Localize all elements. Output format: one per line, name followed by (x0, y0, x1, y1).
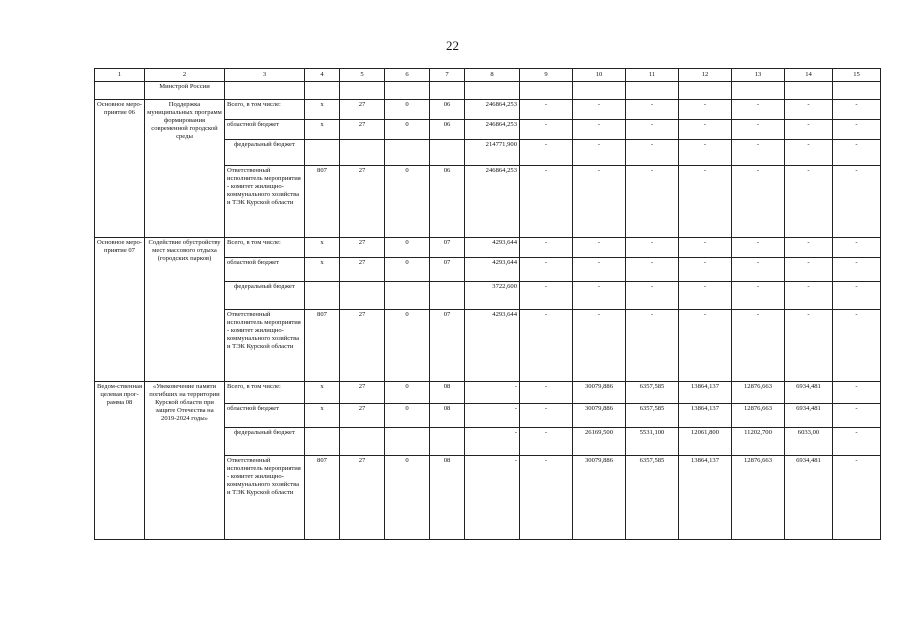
value-cell: - (573, 238, 626, 258)
value-cell: - (785, 282, 833, 310)
value-cell: 26169,500 (573, 428, 626, 456)
value-cell: - (626, 238, 679, 258)
value-cell: 6033,00 (785, 428, 833, 456)
funding-source-cell: областной бюджет (225, 120, 305, 140)
value-cell: - (465, 456, 520, 540)
value-cell: 13864,137 (679, 456, 732, 540)
value-cell: 27 (340, 456, 385, 540)
value-cell: 12061,800 (679, 428, 732, 456)
value-cell: 06 (430, 120, 465, 140)
value-cell: 0 (385, 120, 430, 140)
group-code-cell: Основное меро-приятие 07 (95, 238, 145, 382)
table-cell (465, 82, 520, 100)
funding-source-cell: Всего, в том числе: (225, 238, 305, 258)
value-cell: - (785, 100, 833, 120)
value-cell (305, 282, 340, 310)
table-cell (385, 82, 430, 100)
value-cell: - (833, 382, 881, 404)
column-number: 10 (573, 69, 626, 82)
table-cell (225, 82, 305, 100)
value-cell: 6934,481 (785, 456, 833, 540)
value-cell: 0 (385, 100, 430, 120)
value-cell (430, 282, 465, 310)
value-cell: - (520, 140, 573, 166)
value-cell: 807 (305, 456, 340, 540)
value-cell: - (679, 282, 732, 310)
value-cell: 30079,886 (573, 456, 626, 540)
table-cell (833, 82, 881, 100)
value-cell: 27 (340, 100, 385, 120)
value-cell: 6357,585 (626, 382, 679, 404)
value-cell: - (833, 166, 881, 238)
table-cell (520, 82, 573, 100)
value-cell: 6934,481 (785, 382, 833, 404)
value-cell (430, 140, 465, 166)
value-cell: 4293,644 (465, 258, 520, 282)
value-cell: - (573, 140, 626, 166)
value-cell: - (833, 404, 881, 428)
value-cell: - (732, 100, 785, 120)
value-cell: 6357,585 (626, 456, 679, 540)
value-cell (340, 282, 385, 310)
value-cell: 07 (430, 238, 465, 258)
value-cell: 08 (430, 404, 465, 428)
value-cell: - (573, 282, 626, 310)
value-cell: - (679, 120, 732, 140)
value-cell: 4293,644 (465, 238, 520, 258)
value-cell: - (520, 100, 573, 120)
value-cell: х (305, 404, 340, 428)
value-cell: 807 (305, 310, 340, 382)
column-number: 3 (225, 69, 305, 82)
value-cell: 30079,886 (573, 404, 626, 428)
table-cell (785, 82, 833, 100)
funding-source-cell: федеральный бюджет (225, 428, 305, 456)
value-cell: - (833, 456, 881, 540)
table-cell (95, 82, 145, 100)
value-cell: 06 (430, 100, 465, 120)
funding-source-cell: областной бюджет (225, 258, 305, 282)
value-cell (385, 428, 430, 456)
value-cell: - (732, 120, 785, 140)
value-cell: 12876,663 (732, 382, 785, 404)
value-cell (340, 140, 385, 166)
value-cell: - (626, 120, 679, 140)
table-row (95, 100, 881, 120)
value-cell: 0 (385, 404, 430, 428)
value-cell: 30079,886 (573, 382, 626, 404)
value-cell: - (626, 100, 679, 120)
group-name-cell: Поддержка муниципальных программ формирования современной городской среды (145, 100, 225, 238)
value-cell: - (520, 166, 573, 238)
value-cell: 0 (385, 258, 430, 282)
value-cell: 13864,137 (679, 382, 732, 404)
funding-source-cell: федеральный бюджет (225, 140, 305, 166)
value-cell: - (833, 100, 881, 120)
value-cell: 246864,253 (465, 100, 520, 120)
funding-source-cell: Ответственный исполнитель мероприятия - комитет жилищно-коммунального хозяйства и ТЭК Курской области (225, 166, 305, 238)
value-cell: 06 (430, 166, 465, 238)
table-cell (573, 82, 626, 100)
value-cell: 4293,644 (465, 310, 520, 382)
value-cell: - (520, 310, 573, 382)
value-cell: 27 (340, 310, 385, 382)
value-cell: - (833, 238, 881, 258)
column-number: 6 (385, 69, 430, 82)
value-cell: - (833, 258, 881, 282)
value-cell: 6934,481 (785, 404, 833, 428)
value-cell: - (520, 428, 573, 456)
value-cell: - (679, 238, 732, 258)
value-cell: - (833, 428, 881, 456)
value-cell: 246864,253 (465, 166, 520, 238)
value-cell: 13864,137 (679, 404, 732, 428)
value-cell: 807 (305, 166, 340, 238)
value-cell: - (732, 238, 785, 258)
value-cell: - (679, 100, 732, 120)
value-cell: - (833, 140, 881, 166)
value-cell: - (732, 282, 785, 310)
table-row (95, 238, 881, 258)
funding-source-cell: федеральный бюджет (225, 282, 305, 310)
value-cell: х (305, 120, 340, 140)
value-cell: 08 (430, 382, 465, 404)
value-cell: - (465, 428, 520, 456)
value-cell: - (520, 404, 573, 428)
group-name-cell: «Увековечение памяти погибших на территории Курской области при защите Отечества на 2019-2024 годы» (145, 382, 225, 540)
value-cell: 27 (340, 382, 385, 404)
value-cell: 0 (385, 310, 430, 382)
value-cell: 0 (385, 382, 430, 404)
table-cell (430, 82, 465, 100)
value-cell: 27 (340, 404, 385, 428)
value-cell: - (785, 166, 833, 238)
value-cell: - (520, 258, 573, 282)
value-cell (430, 428, 465, 456)
group-name-cell: Содействие обустройству мест массового отдыха (городских парков) (145, 238, 225, 382)
table-cell (626, 82, 679, 100)
value-cell: 3722,600 (465, 282, 520, 310)
value-cell: - (626, 166, 679, 238)
value-cell: - (573, 100, 626, 120)
value-cell: - (732, 310, 785, 382)
funding-source-cell: Всего, в том числе: (225, 100, 305, 120)
value-cell: - (785, 310, 833, 382)
value-cell: - (573, 120, 626, 140)
column-number: 2 (145, 69, 225, 82)
value-cell: - (573, 258, 626, 282)
value-cell: 11202,700 (732, 428, 785, 456)
value-cell: 0 (385, 238, 430, 258)
value-cell: 246864,253 (465, 120, 520, 140)
column-number: 4 (305, 69, 340, 82)
value-cell: х (305, 238, 340, 258)
value-cell: 07 (430, 310, 465, 382)
page-number: 22 (446, 38, 459, 53)
value-cell: - (679, 258, 732, 282)
value-cell: - (626, 310, 679, 382)
value-cell: 12876,663 (732, 456, 785, 540)
value-cell: 27 (340, 238, 385, 258)
value-cell: - (833, 282, 881, 310)
value-cell (305, 140, 340, 166)
ministry-cell: Минстрой России (145, 82, 225, 100)
column-number: 15 (833, 69, 881, 82)
budget-table (94, 68, 881, 540)
value-cell: - (785, 258, 833, 282)
table-row (95, 82, 881, 100)
value-cell: - (785, 238, 833, 258)
funding-source-cell: Всего, в том числе: (225, 382, 305, 404)
value-cell: - (626, 140, 679, 166)
column-number: 13 (732, 69, 785, 82)
value-cell: 5531,100 (626, 428, 679, 456)
column-number: 1 (95, 69, 145, 82)
table-cell (732, 82, 785, 100)
value-cell: 214771,900 (465, 140, 520, 166)
group-code-cell: Основное меро-приятие 06 (95, 100, 145, 238)
value-cell (385, 282, 430, 310)
value-cell: 27 (340, 120, 385, 140)
funding-source-cell: Ответственный исполнитель мероприятия - комитет жилищно-коммунального хозяйства и ТЭК Курской области (225, 310, 305, 382)
value-cell: 0 (385, 456, 430, 540)
value-cell: 12876,663 (732, 404, 785, 428)
value-cell: - (732, 166, 785, 238)
value-cell (340, 428, 385, 456)
value-cell: х (305, 100, 340, 120)
column-number: 12 (679, 69, 732, 82)
value-cell: - (465, 404, 520, 428)
value-cell: - (833, 120, 881, 140)
group-code-cell: Ведом-ственная целевая прог-рамма 08 (95, 382, 145, 540)
value-cell: - (465, 382, 520, 404)
column-number: 5 (340, 69, 385, 82)
value-cell: - (785, 120, 833, 140)
value-cell: - (679, 310, 732, 382)
value-cell: 27 (340, 258, 385, 282)
value-cell: х (305, 258, 340, 282)
value-cell: 08 (430, 456, 465, 540)
value-cell: - (520, 238, 573, 258)
value-cell: - (573, 166, 626, 238)
value-cell: - (520, 456, 573, 540)
value-cell: - (785, 140, 833, 166)
value-cell: - (732, 258, 785, 282)
column-number: 14 (785, 69, 833, 82)
value-cell: - (626, 258, 679, 282)
value-cell (385, 140, 430, 166)
column-number: 11 (626, 69, 679, 82)
column-number: 7 (430, 69, 465, 82)
value-cell: - (626, 282, 679, 310)
value-cell: х (305, 382, 340, 404)
value-cell: 0 (385, 166, 430, 238)
value-cell: 6357,585 (626, 404, 679, 428)
funding-source-cell: Ответственный исполнитель мероприятия - комитет жилищно-коммунального хозяйства и ТЭК Курской области (225, 456, 305, 540)
table-cell (340, 82, 385, 100)
column-number: 9 (520, 69, 573, 82)
value-cell: - (520, 120, 573, 140)
table-row (95, 382, 881, 404)
value-cell (305, 428, 340, 456)
value-cell: - (520, 282, 573, 310)
value-cell: - (732, 140, 785, 166)
value-cell: - (573, 310, 626, 382)
value-cell: - (520, 382, 573, 404)
table-cell (305, 82, 340, 100)
value-cell: - (833, 310, 881, 382)
value-cell: 07 (430, 258, 465, 282)
header-row (95, 69, 881, 82)
column-number: 8 (465, 69, 520, 82)
funding-source-cell: областной бюджет (225, 404, 305, 428)
value-cell: - (679, 140, 732, 166)
value-cell: 27 (340, 166, 385, 238)
table-cell (679, 82, 732, 100)
value-cell: - (679, 166, 732, 238)
